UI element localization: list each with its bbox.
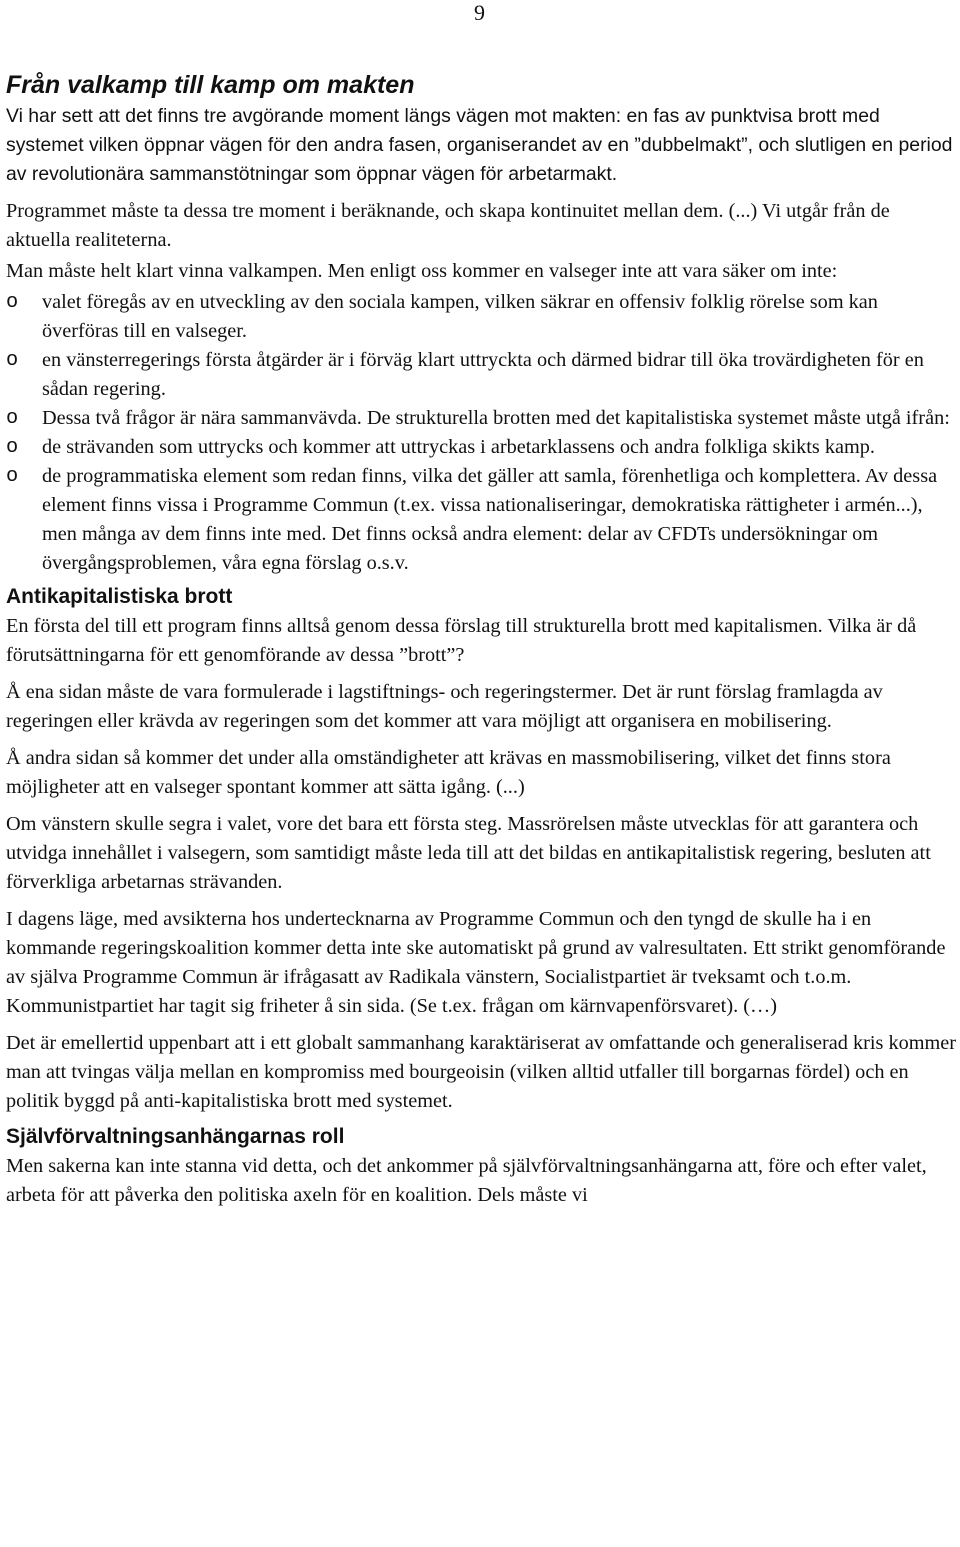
section-heading-valkamp: Från valkamp till kamp om makten bbox=[6, 71, 415, 99]
intro-paragraph: Vi har sett att det finns tre avgörande moment längs vägen mot makten: en fas av punktvisa brott med systemet vilken öppnar vägen för den andra fasen, organiserandet av en ”dubbelmakt”, och slutligen en period av revolutionära sammanstötningar som öppnar vägen för arbetarmakt. bbox=[6, 105, 953, 185]
paragraph-valkampen: Man måste helt klart vinna valkampen. Men enligt oss kommer en valseger inte att vara säker om inte: bbox=[6, 260, 838, 282]
paragraph: Men sakerna kan inte stanna vid detta, och det ankommer på självförvaltningsanhängarna att, före och efter valet, arbeta för att påverka den politiska axeln för en koalition. Dels måste vi bbox=[6, 1155, 927, 1206]
paragraph: En första del till ett program finns alltså genom dessa förslag till strukturella brott med kapitalismen. Vilka är då förutsättningarna för ett genomförande av dessa ”brott”? bbox=[6, 615, 917, 666]
bullet-marker: o bbox=[6, 465, 19, 488]
bullet-marker: o bbox=[6, 407, 19, 430]
paragraph: Det är emellertid uppenbart att i ett globalt sammanhang karaktäriserat av omfattande och generaliserad kris kommer man att tvingas välja mellan en kompromiss med bourgeoisin (vilken alltid utfaller till borgarnas fördel) och en politik byggd på anti-kapitalistiska brott med systemet. bbox=[6, 1032, 957, 1112]
list-item-text: en vänsterregerings första åtgärder är i förväg klart uttryckta och därmed bidrar till öka trovärdigheten för en sådan regering. bbox=[42, 349, 924, 400]
list-item bbox=[6, 346, 958, 404]
bullet-marker: o bbox=[6, 436, 19, 459]
list-item bbox=[6, 433, 958, 462]
list-item bbox=[6, 404, 958, 433]
bullet-list bbox=[6, 288, 958, 578]
page-content bbox=[6, 70, 958, 1218]
section-heading-antikapitalistiska: Antikapitalistiska brott bbox=[6, 585, 233, 608]
paragraph-programmet: Programmet måste ta dessa tre moment i beräknande, och skapa kontinuitet mellan dem. (...) Vi utgår från de aktuella realiteterna. bbox=[6, 200, 890, 251]
list-item-text: de strävanden som uttrycks och kommer att uttryckas i arbetarklassens och andra folkliga skikts kamp. bbox=[42, 436, 875, 458]
list-item-text: valet föregås av en utveckling av den sociala kampen, vilken säkrar en offensiv folklig rörelse som kan överföras till en valseger. bbox=[42, 291, 878, 342]
bullet-marker: o bbox=[6, 291, 19, 314]
paragraph: Å ena sidan måste de vara formulerade i lagstiftnings- och regeringstermer. Det är runt förslag framlagda av regeringen eller krävda av regeringen som det kommer att vara möjligt att organisera en mobilisering. bbox=[6, 681, 883, 732]
paragraph: Om vänstern skulle segra i valet, vore det bara ett första steg. Massrörelsen måste utvecklas för att garantera och utvidga innehållet i valsegern, som samtidigt måste leda till att det bildas en antikapitalistisk regering, besluten att förverkliga arbetarnas strävanden. bbox=[6, 813, 931, 893]
list-item bbox=[6, 288, 958, 346]
list-item bbox=[6, 462, 958, 578]
list-item-text: de programmatiska element som redan finns, vilka det gäller att samla, förenhetliga och komplettera. Av dessa element finns vissa i Programme Commun (t.ex. vissa nationaliseringar, demokratiska rättigheter i armén...), men många av dem finns inte med. Det finns också andra element: delar av CFDTs undersökningar om övergångsproblemen, våra egna förslag o.s.v. bbox=[42, 465, 938, 574]
bullet-marker: o bbox=[6, 349, 19, 372]
page-number: 9 bbox=[474, 0, 485, 25]
list-item-text: Dessa två frågor är nära sammanvävda. De strukturella brotten med det kapitalistiska systemet måste utgå ifrån: bbox=[42, 407, 950, 429]
paragraph: I dagens läge, med avsikterna hos undertecknarna av Programme Commun och den tyngd de skulle ha i en kommande regeringskoalition kommer detta inte ske automatiskt på grund av valresultaten. Ett strikt genomförande av själva Programme Commun är ifrågasatt av Radikala vänstern, Socialistpartiet är tveksamt och t.o.m. Kommunistpartiet har tagit sig friheter å sin sida. (Se t.ex. frågan om kärnvapenförsvaret). (…) bbox=[6, 908, 946, 1017]
section-heading-sjalvforvaltning: Självförvaltningsanhängarnas roll bbox=[6, 1125, 345, 1148]
paragraph: Å andra sidan så kommer det under alla omständigheter att krävas en massmobilisering, vilket det finns stora möjligheter att en valseger spontant kommer att sätta igång. (...) bbox=[6, 747, 891, 798]
